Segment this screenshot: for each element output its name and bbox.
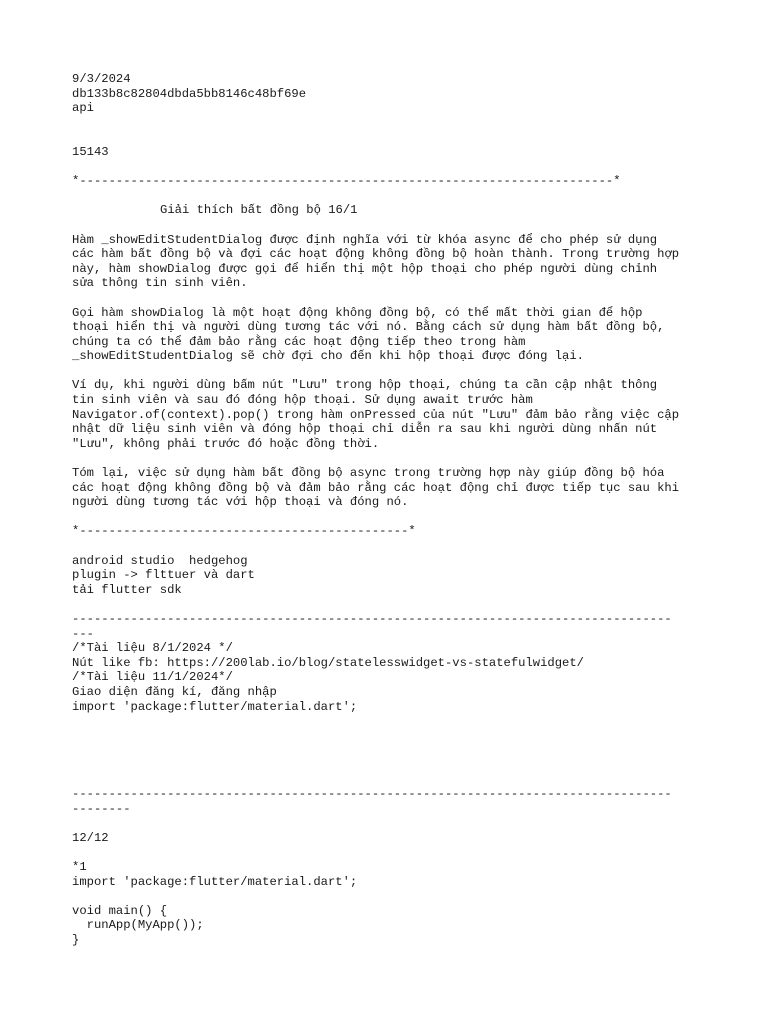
setup-line: tải flutter sdk [72,582,182,597]
code-line: } [72,933,80,948]
paragraph-line: "Lưu", không phải trước đó hoặc đồng thời. [72,436,380,451]
code-line: import 'package:flutter/material.dart'; [72,699,358,714]
paragraph-line: _showEditStudentDialog sẽ chờ đợi cho đến khi hộp thoại được đóng lại. [72,349,584,364]
doc-line: /*Tài liệu 11/1/2024*/ [72,670,233,685]
paragraph-line: này, hàm showDialog được gọi để hiển thị một hộp thoại cho phép người dùng chỉnh [72,261,658,276]
paragraph-line: chúng ta có thể đảm bảo rằng các hoạt động tiếp theo trong hàm [72,334,526,349]
section-date: 12/12 [72,830,109,845]
header-number: 15143 [72,144,109,159]
section-title: Giải thích bất đồng bộ 16/1 [160,203,358,218]
header-hash: db133b8c82804dbda5bb8146c48bf69e [72,86,307,101]
dash-separator: ---------------------------------------------------------------------------------- [72,787,672,802]
setup-line: plugin -> flttuer và dart [72,568,255,583]
header-date: 9/3/2024 [72,72,131,86]
setup-line: android studio hedgehog [72,553,248,568]
code-line: void main() { [72,903,168,918]
paragraph-line: Hàm _showEditStudentDialog được định nghĩa với từ khóa async để cho phép sử dụng [72,232,658,247]
dash-separator-wrap: -------- [72,801,131,816]
document-page [72,72,702,948]
paragraph-line: người dùng tương tác với hộp thoại và đóng nó. [72,495,409,510]
paragraph-line: nhật dữ liệu sinh viên và đóng hộp thoại chỉ diễn ra sau khi người dùng nhấn nút [72,422,658,437]
doc-link-line: Nút like fb: https://200lab.io/blog/statelesswidget-vs-statefulwidget/ [72,655,584,670]
code-line: runApp(MyApp()); [72,918,204,933]
paragraph-line: thoại hiển thị và người dùng tương tác với nó. Bằng cách sử dụng hàm bất đồng bộ, [72,320,665,335]
dash-separator: ---------------------------------------------------------------------------------- [72,611,672,626]
dash-separator-wrap: --- [72,626,94,641]
section-marker: *1 [72,860,87,875]
paragraph-line: Navigator.of(context).pop() trong hàm onPressed của nút "Lưu" đảm bảo rằng việc cập [72,407,680,422]
paragraph-line: sửa thông tin sinh viên. [72,276,248,291]
section-end-separator: *---------------------------------------------* [72,524,416,539]
doc-line: /*Tài liệu 8/1/2024 */ [72,641,233,656]
paragraph-line: các hoạt động không đồng bộ và đảm bảo rằng các hoạt động chỉ được tiếp tục sau khi [72,480,680,495]
paragraph-line: Tóm lại, việc sử dụng hàm bất đồng bộ async trong trường hợp này giúp đồng bộ hóa [72,466,665,481]
doc-line: Giao diện đăng kí, đăng nhập [72,684,277,699]
paragraph-line: tin sinh viên và sau đó đóng hộp thoại. Sử dụng await trước hàm [72,393,533,408]
section-separator: *-------------------------------------------------------------------------* [72,174,621,189]
paragraph-line: Ví dụ, khi người dùng bấm nút "Lưu" trong hộp thoại, chúng ta cần cập nhật thông [72,378,658,393]
header-tag: api [72,101,94,116]
paragraph-line: các hàm bất đồng bộ và đợi các hoạt động không đồng bộ hoàn thành. Trong trường hợp [72,247,680,262]
code-line: import 'package:flutter/material.dart'; [72,874,358,889]
paragraph-line: Gọi hàm showDialog là một hoạt động không đồng bộ, có thể mất thời gian để hộp [72,305,643,320]
